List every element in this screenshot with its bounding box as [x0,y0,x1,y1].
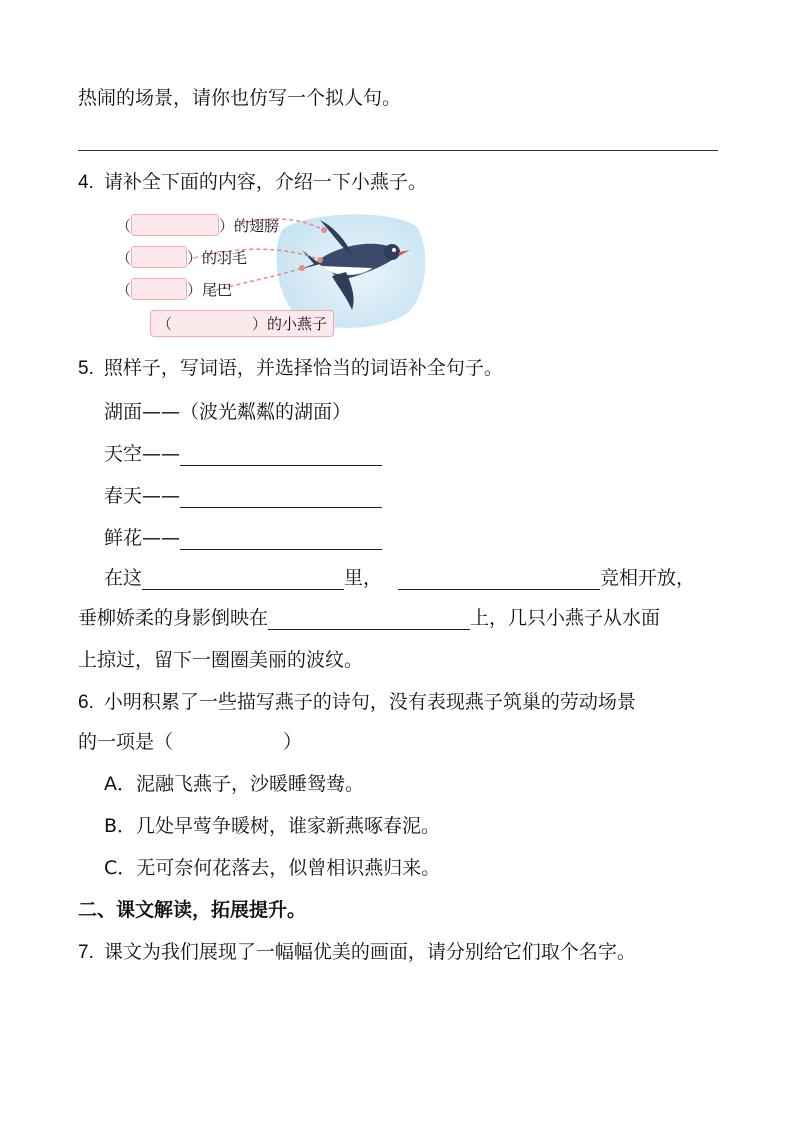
question-number: 4. [78,172,94,193]
question-text: 请补全下面的内容，介绍一下小燕子。 [103,171,427,193]
option-a[interactable]: A．泥融飞燕子，沙暖睡鸳鸯。 [104,773,365,795]
swallow-figure [106,206,426,340]
answer-line [78,150,718,151]
question-text: 照样子，写词语，并选择恰当的词语补全句子。 [103,357,503,379]
question-text: 课文为我们展现了一幅幅优美的画面，请分别给它们取个名字。 [103,941,636,963]
answer-blank[interactable] [398,569,600,590]
figure-blank[interactable] [131,246,187,268]
figure-blank[interactable] [131,278,187,300]
sentence-line-2: 垂柳娇柔的身影倒映在 上，几只小燕子从水面 [78,607,661,629]
figure-row-wings: （ ） 的翅膀 [116,214,279,236]
question-7 [78,940,636,965]
section-heading: 二、课文解读，拓展提升。 [78,899,307,921]
figure-row-feathers: （ ） 的羽毛 [116,246,247,268]
answer-blank[interactable] [142,569,344,590]
answer-blank[interactable] [180,445,382,466]
sentence-line-1: 在这 里， 竞相开放， [104,567,696,589]
figure-row-tail: （ ） 尾巴 [116,278,232,300]
fill-item-spring: 春天—— [104,484,382,508]
option-b[interactable]: B．几处早莺争暖树，谁家新燕啄春泥。 [104,815,441,837]
question-number: 5. [78,358,94,379]
figure-label: 的翅膀 [234,216,280,235]
fill-item-sky: 天空—— [104,442,382,466]
question-text: 小明积累了一些描写燕子的诗句，没有表现燕子筑巢的劳动场景 [103,691,636,713]
question-6 [78,690,636,715]
continued-question-text: 热闹的场景，请你也仿写一个拟人句。 [78,87,402,109]
option-c[interactable]: C．无可奈何花落去，似曾相识燕归来。 [104,857,441,879]
answer-blank[interactable] [180,487,382,508]
figure-row-swallow: （ ） 的小燕子 [150,310,334,337]
fill-item-flowers: 鲜花—— [104,526,382,550]
sentence-line-3: 上掠过，留下一圈圈美丽的波纹。 [78,649,364,671]
question-number: 7. [78,942,94,963]
example-line: 湖面——（波光粼粼的湖面） [104,401,352,423]
figure-label: 尾巴 [202,280,233,299]
figure-blank[interactable] [131,214,219,236]
figure-label: 的羽毛 [202,248,248,267]
question-6-continued: 的一项是（ ） [78,731,303,753]
figure-label: 的小燕子 [267,315,328,333]
answer-blank[interactable] [268,609,470,630]
question-number: 6. [78,692,94,713]
answer-blank[interactable] [180,529,382,550]
question-5 [78,356,503,381]
question-4 [78,170,427,195]
